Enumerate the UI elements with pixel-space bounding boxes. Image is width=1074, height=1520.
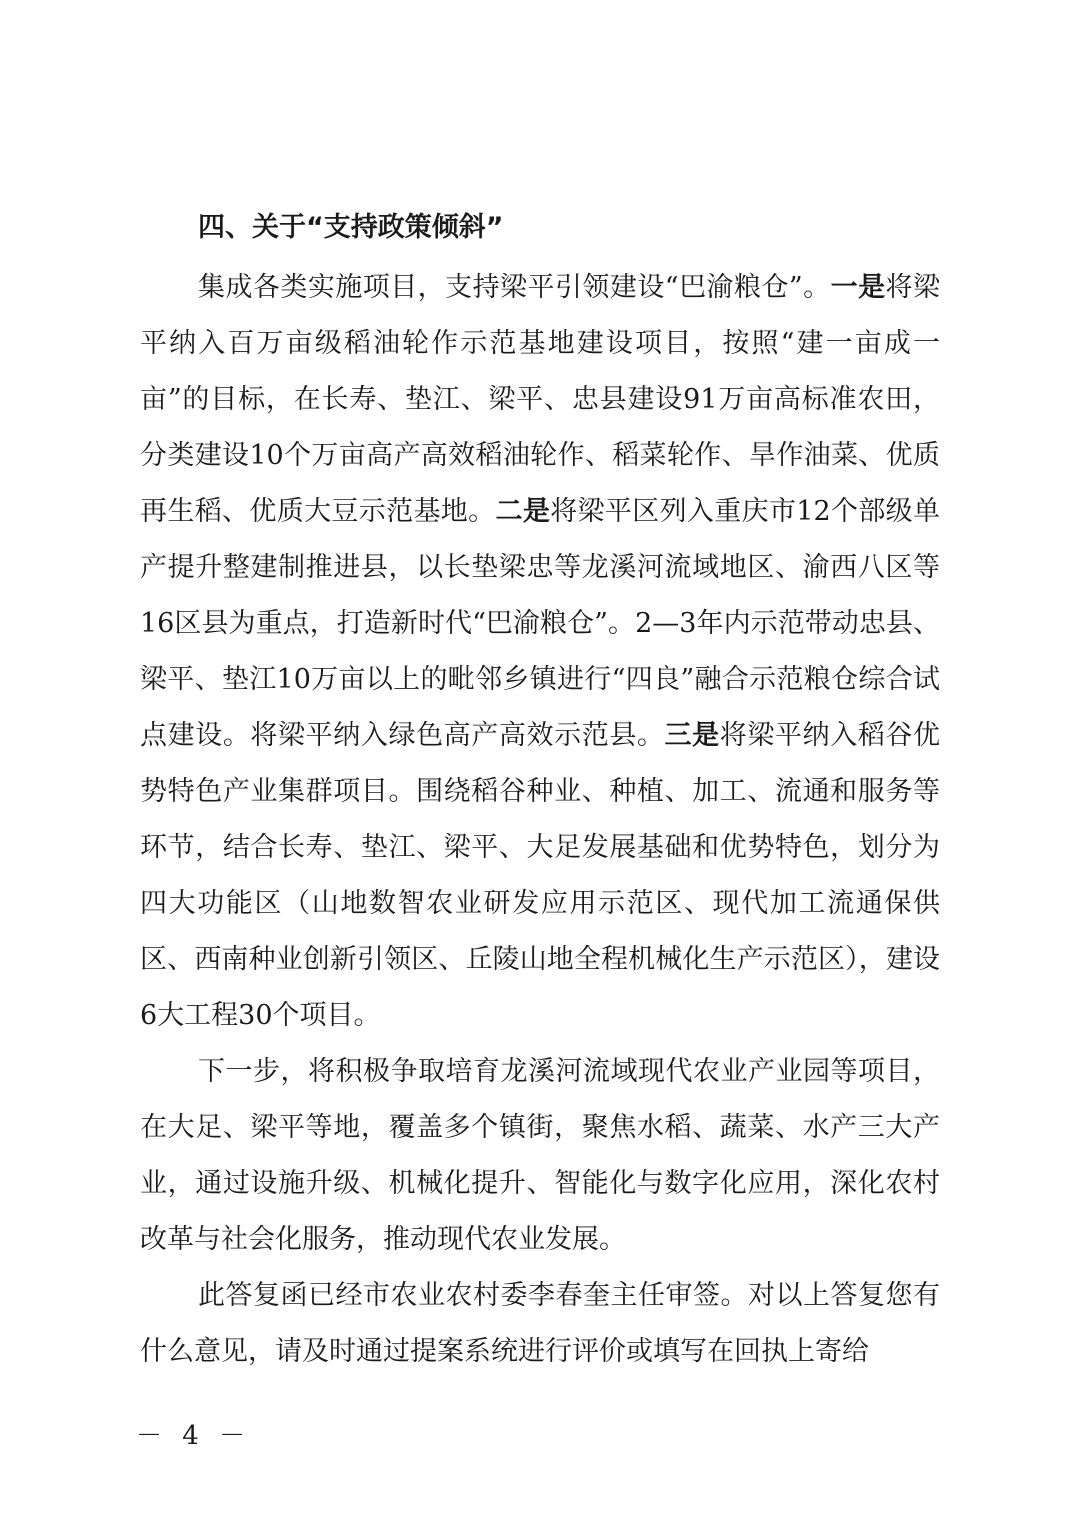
- paragraph-text: 将梁平纳入百万亩级稻油轮作示范基地建设项目，按照“建一亩成一亩”的目标，在长寿、垫江、梁平、忠县建设91万亩高标准农田，分类建设10个万亩高产高效稻油轮作、稻菜轮作、旱作油菜、优质再生稻、优质大豆示范基地。: [140, 272, 941, 527]
- paragraph-next-steps: [140, 1044, 940, 1268]
- paragraph-policy-support: [140, 260, 940, 1044]
- document-body: [140, 200, 940, 1380]
- paragraph-closing: [140, 1268, 940, 1380]
- lead-marker-second: 二是: [495, 496, 551, 527]
- paragraph-text: 下一步，将积极争取培育龙溪河流域现代农业产业园等项目，在大足、梁平等地，覆盖多个镇街，聚焦水稻、蔬菜、水产三大产业，通过设施升级、机械化提升、智能化与数字化应用，深化农村改革与社会化服务，推动现代农业发展。: [140, 1056, 940, 1255]
- lead-marker-first: 一是: [830, 272, 886, 303]
- page-number: － 4 －: [136, 1421, 252, 1451]
- paragraph-text: 集成各类实施项目，支持梁平引领建设“巴渝粮仓”。: [198, 272, 831, 303]
- lead-marker-third: 三是: [664, 720, 720, 751]
- section-heading: 四、关于“支持政策倾斜”: [198, 212, 504, 243]
- paragraph-text: 将梁平纳入稻谷优势特色产业集群项目。围绕稻谷种业、种植、加工、流通和服务等环节，结合长寿、垫江、梁平、大足发展基础和优势特色，划分为四大功能区（山地数智农业研发应用示范区、现代加工流通保供区、西南种业创新引领区、丘陵山地全程机械化生产示范区），建设6大工程30个项目。: [140, 720, 941, 1031]
- paragraph-text: 此答复函已经市农业农村委李春奎主任审签。对以上答复您有什么意见，请及时通过提案系统进行评价或填写在回执上寄给: [140, 1280, 940, 1367]
- paragraph-text: 将梁平区列入重庆市12个部级单产提升整建制推进县，以长垫梁忠等龙溪河流域地区、渝西八区等16区县为重点，打造新时代“巴渝粮仓”。2—3年内示范带动忠县、梁平、垫江10万亩以上的毗邻乡镇进行“四良”融合示范粮仓综合试点建设。将梁平纳入绿色高产高效示范县。: [140, 496, 941, 751]
